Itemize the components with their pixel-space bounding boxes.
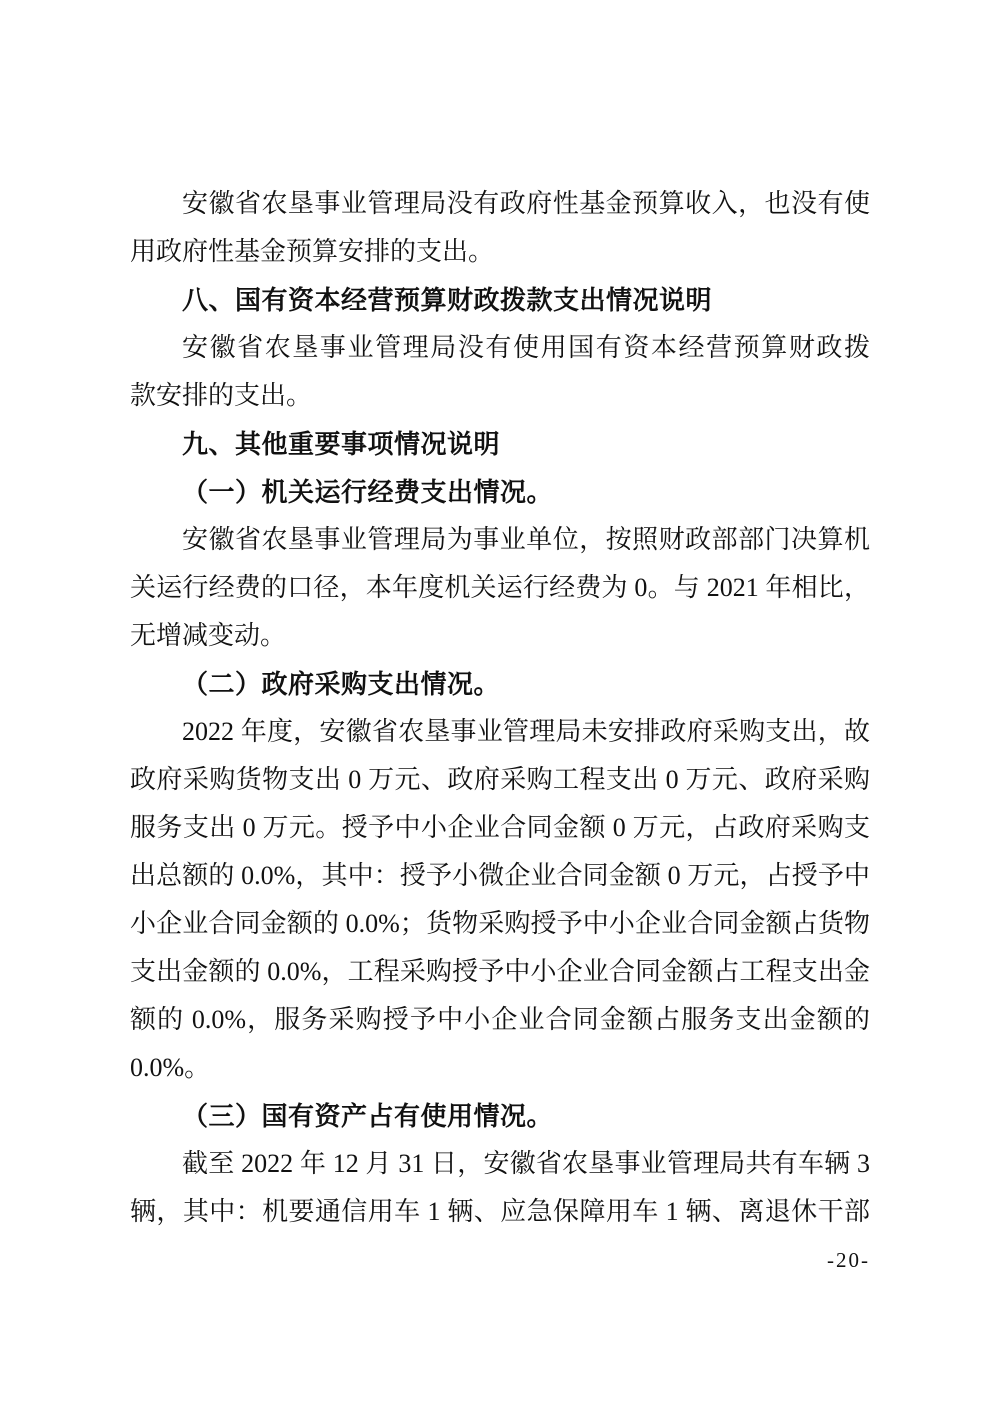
subsection-heading-1: （一）机关运行经费支出情况。 — [182, 477, 554, 507]
paragraph-line: 2022 年度，安徽省农垦事业管理局未安排政府采购支出，故 — [182, 717, 870, 746]
document-content — [130, 180, 870, 1236]
subsection-heading-3: （三）国有资产占有使用情况。 — [182, 1101, 554, 1131]
section-heading-9: 九、其他重要事项情况说明 — [182, 429, 501, 459]
paragraph-line: 额的 0.0%，服务采购授予中小企业合同金额占服务支出金额的 — [130, 1005, 870, 1034]
paragraph-line: 无增减变动。 — [130, 621, 287, 650]
paragraph-line: 安徽省农垦事业管理局没有使用国有资本经营预算财政拨 — [182, 333, 870, 362]
paragraph-line: 款安排的支出。 — [130, 381, 313, 410]
paragraph-line: 出总额的 0.0%，其中：授予小微企业合同金额 0 万元，占授予中 — [130, 861, 870, 890]
paragraph-line: 关运行经费的口径，本年度机关运行经费为 0。与 2021 年相比， — [130, 573, 870, 602]
paragraph-line: 安徽省农垦事业管理局为事业单位，按照财政部部门决算机 — [182, 525, 870, 554]
subsection-heading-2: （二）政府采购支出情况。 — [182, 669, 501, 699]
paragraph-line: 政府采购货物支出 0 万元、政府采购工程支出 0 万元、政府采购 — [130, 765, 870, 794]
paragraph-line: 小企业合同金额的 0.0%；货物采购授予中小企业合同金额占货物 — [130, 909, 870, 938]
paragraph-line: 0.0%。 — [130, 1053, 211, 1082]
paragraph-line: 用政府性基金预算安排的支出。 — [130, 237, 495, 266]
paragraph-line: 支出金额的 0.0%，工程采购授予中小企业合同金额占工程支出金 — [130, 957, 870, 986]
paragraph-line: 安徽省农垦事业管理局没有政府性基金预算收入，也没有使 — [182, 189, 870, 218]
section-heading-8: 八、国有资本经营预算财政拨款支出情况说明 — [182, 285, 713, 315]
paragraph-line: 截至 2022 年 12 月 31 日，安徽省农垦事业管理局共有车辆 3 — [182, 1149, 870, 1178]
paragraph-line: 服务支出 0 万元。授予中小企业合同金额 0 万元，占政府采购支 — [130, 813, 870, 842]
page-number: -20- — [827, 1248, 870, 1272]
paragraph-line: 辆，其中：机要通信用车 1 辆、应急保障用车 1 辆、离退休干部 — [130, 1197, 870, 1226]
